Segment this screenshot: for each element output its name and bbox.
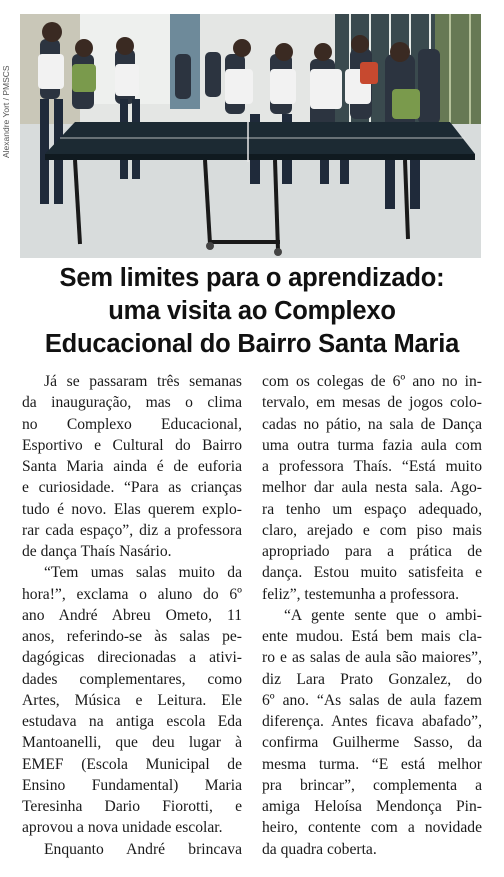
body-text-line: dagógicas direcionadas a ativi- [22, 649, 242, 667]
body-text-line: Santa Maria ainda é de euforia [22, 458, 242, 475]
article-headline [18, 262, 486, 361]
headline-line-1: Sem limites para o aprendizado: [59, 264, 445, 292]
body-text-line: da inauguração, mas o clima [22, 394, 242, 412]
body-text-line: a professora Thaís. “Está muito [262, 458, 482, 475]
body-text-line: hora!”, exclama o aluno do 6º [22, 585, 242, 603]
body-text-line: no Complexo Educacional, [22, 415, 242, 433]
body-text-line: ano André Abreu Ometo, 11 [22, 606, 242, 624]
body-text-line: dades complementares, como [22, 670, 242, 688]
body-text-line: Artes, Música e Leitura. Ele [22, 691, 242, 709]
body-text-line: EMEF (Escola Municipal de [22, 755, 242, 773]
body-text-line: Mantoanelli, que deu lugar à [22, 734, 242, 752]
body-text-line: Ensino Fundamental) Maria [22, 776, 242, 794]
body-text-line: Já se passaram três semanas [44, 373, 242, 390]
body-text-line: Esportivo e Cultural do Bairro [22, 436, 242, 454]
body-text-line: claro, arejado e com piso mais [262, 521, 482, 539]
body-text-line: apropriado para a prática de [262, 543, 482, 560]
body-text-line: tudo é novo. Elas querem explo- [22, 500, 242, 518]
body-text-line: “Tem umas salas muito da [44, 564, 242, 582]
body-text-line: anos, referindo-se às salas pe- [22, 628, 242, 645]
body-text-line: da quadra coberta. [262, 840, 377, 858]
body-text-line: mesma turma. “E está melhor [262, 755, 482, 773]
body-text-line: com os colegas de 6º ano no in- [262, 373, 482, 390]
body-text-line: aprovou a nova unidade escolar. [22, 819, 223, 837]
body-text-line: cadas no pátio, na sala de Dança [262, 415, 482, 433]
article-body-right-column [262, 371, 482, 860]
body-text-line: ro e as salas de aula são maiores”, [262, 649, 482, 667]
ping-pong-illustration [20, 14, 481, 258]
body-text-line: melhor dar aula nesta sala. Ago- [262, 479, 482, 497]
body-text-line: confirma Guilherme Sasso, da [262, 734, 482, 752]
body-text-line: diferença. Antes ficava abafado”, [262, 713, 482, 730]
article-body-left-column [22, 371, 242, 860]
body-text-line: 6º ano. “As salas de aula fazem [262, 691, 482, 709]
body-text-line: dança. Estou muito satisfeita e [262, 564, 482, 582]
body-text-line: uma outra turma fazia aula com [262, 436, 482, 454]
headline-line-2: uma visita ao Complexo [108, 297, 396, 325]
body-text-line: e curiosidade. “Para as crianças [22, 479, 242, 497]
body-text-line: diz Lara Prato Gonzalez, do [262, 670, 482, 688]
body-text-line: Teresinha Dario Fiorotti, e [22, 798, 242, 815]
body-text-line: Enquanto André brincava [44, 840, 242, 858]
body-text-line: rar cada espaço”, diz a professora [22, 521, 242, 539]
body-text-line: tervalo, em mesas de jogos colo- [262, 394, 482, 412]
body-text-line: “A gente sente que o ambi- [284, 606, 482, 624]
body-text-line: heiro, contente com a novidade [262, 819, 482, 837]
body-text-line: estudava na antiga escola Eda [22, 713, 242, 730]
article-photo [20, 14, 481, 258]
body-text-line: amiga Heloísa Mendonça Pin- [262, 798, 482, 815]
headline-line-3: Educacional do Bairro Santa Maria [44, 330, 460, 358]
body-text-line: ra tenho um espaço adequado, [262, 500, 482, 518]
body-text-line: feliz”, testemunha a professora. [262, 585, 460, 603]
photo-credit: Alexandre Yort / PMSCS [1, 65, 11, 158]
body-text-line: de dança Thaís Nasário. [22, 543, 172, 560]
body-text-line: ente mudou. Está bem mais cla- [262, 628, 482, 645]
body-text-line: pra brincar”, complementa a [262, 776, 482, 794]
